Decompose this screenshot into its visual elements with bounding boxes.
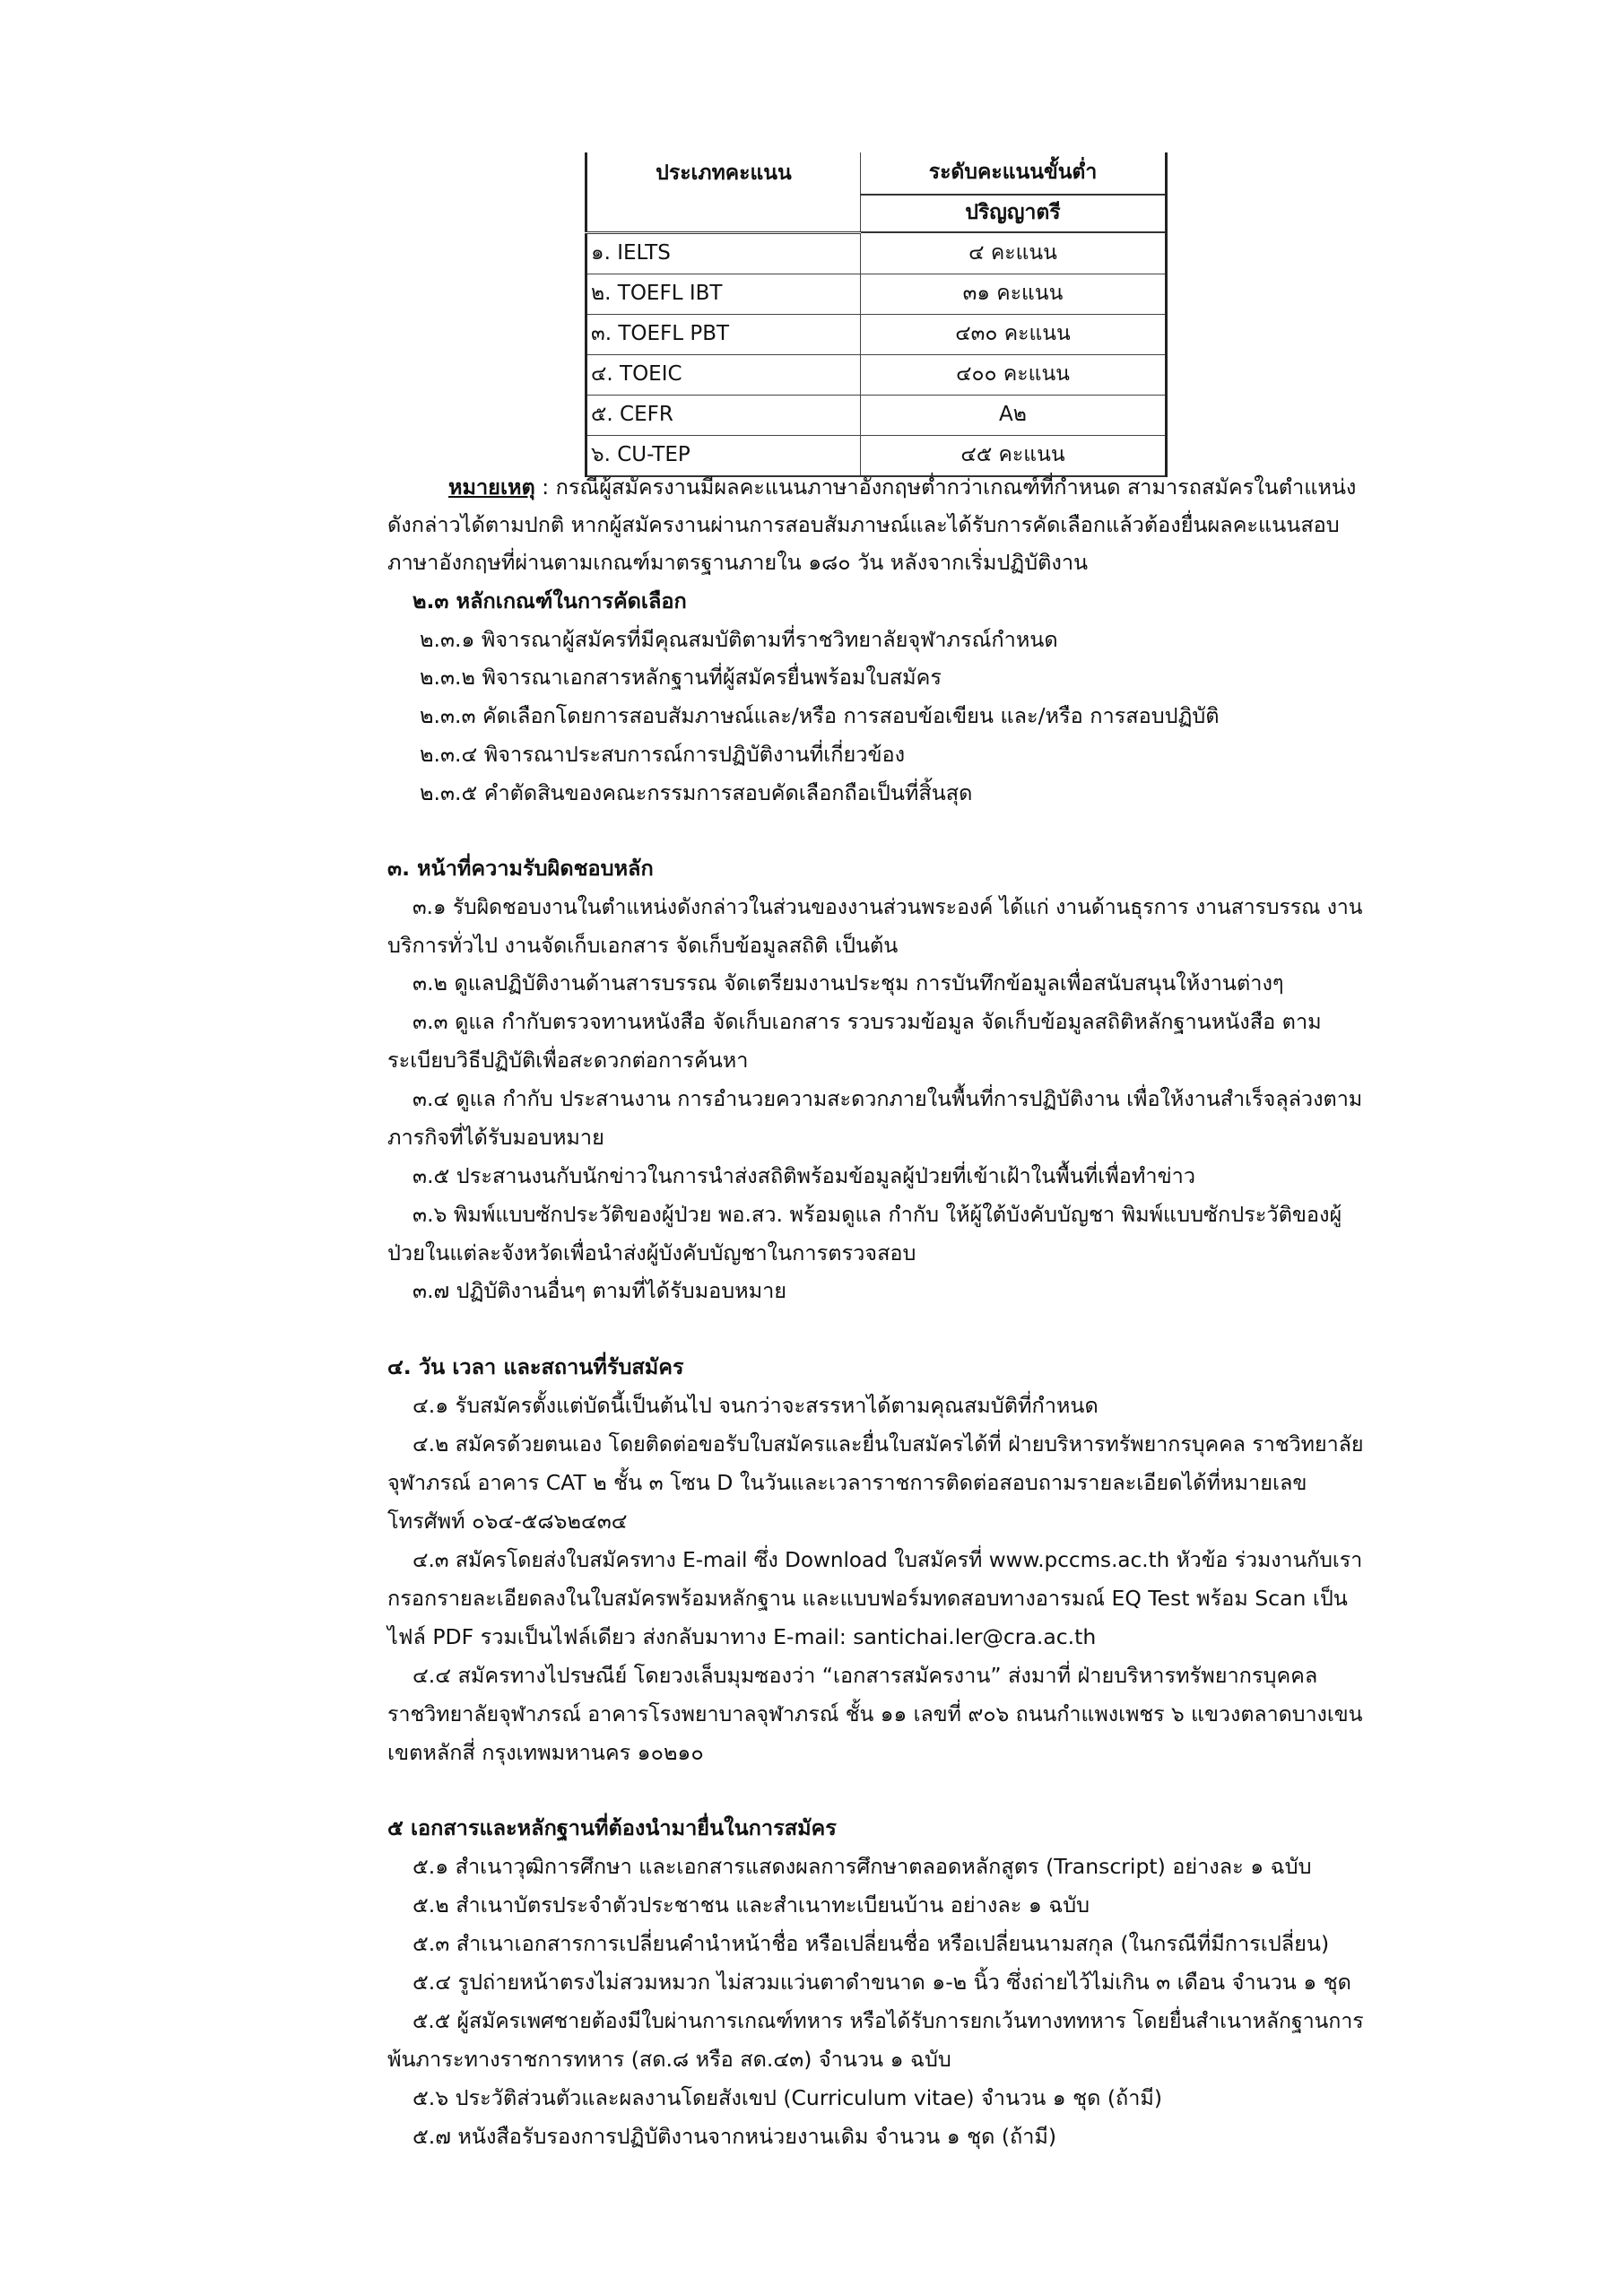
table-row: [586, 314, 1167, 354]
table-row: [586, 232, 1167, 274]
score-level-cell: A๒: [861, 395, 1167, 435]
body-line: พ้นภาระทางราชการทหาร (สด.๘ หรือ สด.๔๓) จำนวน ๑ ฉบับ: [387, 2047, 951, 2072]
section-heading: ๔. วัน เวลา และสถานที่รับสมัคร: [387, 1354, 684, 1379]
body-line: บริการทั่วไป งานจัดเก็บเอกสาร จัดเก็บข้อมูลสถิติ เป็นต้น: [387, 933, 899, 958]
body-line: ๕.๖ ประวัติส่วนตัวและผลงานโดยสังเขป (Curriculum vitae) จำนวน ๑ ชุด (ถ้ามี): [413, 2085, 1163, 2110]
body-line: ๓.๔ ดูแล กำกับ ประสานงาน การอำนวยความสะดวกภายในพื้นที่การปฏิบัติงาน เพื่อให้งานสำเร็จลุล่วงตาม: [413, 1086, 1363, 1111]
section-heading: ๕ เอกสารและหลักฐานที่ต้องนำมายื่นในการสมัคร: [387, 1815, 837, 1840]
body-line: ๓.๖ พิมพ์แบบซักประวัติของผู้ป่วย พอ.สว. พร้อมดูแล กำกับ ให้ผู้ใต้บังคับบัญชา พิมพ์แบบซักประวัติของผู้: [413, 1202, 1342, 1227]
body-line: ๓.๑ รับผิดชอบงานในตำแหน่งดังกล่าวในส่วนของงานส่วนพระองค์ ได้แก่ งานด้านธุรการ งานสารบรรณ งาน: [413, 894, 1363, 919]
note-label: หมายเหตุ: [448, 474, 535, 500]
note-line: [448, 474, 1356, 500]
table-row: [586, 435, 1167, 476]
body-line: จุฬาภรณ์ อาคาร CAT ๒ ชั้น ๓ โซน D ในวันและเวลาราชการติดต่อสอบถามรายละเอียดได้ที่หมายเลข: [387, 1470, 1307, 1495]
body-line: ภารกิจที่ได้รับมอบหมาย: [387, 1125, 604, 1150]
score-type-cell: ๕. CEFR: [586, 395, 861, 435]
body-line: โทรศัพท์ ๐๖๔-๕๘๖๒๔๓๔: [387, 1509, 628, 1534]
body-line: เขตหลักสี่ กรุงเทพมหานคร ๑๐๒๑๐: [387, 1740, 704, 1765]
body-line: กรอกรายละเอียดลงในใบสมัครพร้อมหลักฐาน และแบบฟอร์มทดสอบทางอารมณ์ EQ Test พร้อม Scan เป็น: [387, 1586, 1348, 1611]
body-line: ๕.๒ สำเนาบัตรประจำตัวประชาชน และสำเนาทะเบียนบ้าน อย่างละ ๑ ฉบับ: [413, 1892, 1090, 1918]
table-header-degree: ปริญญาตรี: [861, 195, 1167, 232]
list-item: ๒.๓.๒ พิจารณาเอกสารหลักฐานที่ผู้สมัครยื่นพร้อมใบสมัคร: [420, 665, 942, 690]
body-line: ๕.๑ สำเนาวุฒิการศึกษา และเอกสารแสดงผลการศึกษาตลอดหลักสูตร (Transcript) อย่างละ ๑ ฉบับ: [413, 1854, 1312, 1879]
score-level-cell: ๔๓๐ คะแนน: [861, 314, 1167, 354]
score-level-cell: ๔๐๐ คะแนน: [861, 354, 1167, 395]
score-level-cell: ๓๑ คะแนน: [861, 274, 1167, 314]
list-item: ๒.๓.๔ พิจารณาประสบการณ์การปฏิบัติงานที่เกี่ยวข้อง: [420, 742, 906, 767]
score-type-cell: ๓. TOEFL PBT: [586, 314, 861, 354]
note-line: ดังกล่าวได้ตามปกติ หากผู้สมัครงานผ่านการสอบสัมภาษณ์และได้รับการคัดเลือกแล้วต้องยื่นผลคะแนนสอบ: [387, 512, 1340, 537]
score-type-cell: ๒. TOEFL IBT: [586, 274, 861, 314]
body-line: ระเบียบวิธีปฏิบัติเพื่อสะดวกต่อการค้นหา: [387, 1048, 749, 1073]
score-level-cell: ๔ คะแนน: [861, 232, 1167, 274]
table-row: [586, 354, 1167, 395]
list-item: ๒.๓.๑ พิจารณาผู้สมัครที่มีคุณสมบัติตามที่ราชวิทยาลัยจุฬาภรณ์กำหนด: [420, 627, 1058, 652]
section-heading: ๓. หน้าที่ความรับผิดชอบหลัก: [387, 856, 654, 881]
score-level-cell: ๔๕ คะแนน: [861, 435, 1167, 476]
body-line: ๔.๒ สมัครด้วยตนเอง โดยติดต่อขอรับใบสมัครและยื่นใบสมัครได้ที่ ฝ่ายบริหารทรัพยากรบุคคล ราชวิทยาลัย: [413, 1431, 1364, 1457]
body-line: ๓.๕ ประสานงนกับนักข่าวในการนำส่งสถิติพร้อมข้อมูลผู้ป่วยที่เข้าเฝ้าในพื้นที่เพื่อทำข่าว: [413, 1163, 1196, 1188]
body-line: ๔.๓ สมัครโดยส่งใบสมัครทาง E-mail ซึ่ง Download ใบสมัครที่ www.pccms.ac.th หัวข้อ ร่วมงานกับเรา: [413, 1547, 1363, 1572]
body-line: ไฟล์ PDF รวมเป็นไฟล์เดียว ส่งกลับมาทาง E-mail: santichai.ler@cra.ac.th: [387, 1624, 1097, 1649]
score-type-cell: ๑. IELTS: [586, 232, 861, 274]
body-line: ๕.๔ รูปถ่ายหน้าตรงไม่สวมหมวก ไม่สวมแว่นตาดำขนาด ๑-๒ นิ้ว ซึ่งถ่ายไว้ไม่เกิน ๓ เดือน จำนวน ๑ ชุด: [413, 1970, 1351, 1995]
body-line: ๓.๗ ปฏิบัติงานอื่นๆ ตามที่ได้รับมอบหมาย: [413, 1278, 787, 1303]
section-heading: ๒.๓ หลักเกณฑ์ในการคัดเลือก: [413, 588, 687, 613]
table-header-score-type: ประเภทคะแนน: [586, 152, 861, 195]
body-line: ๕.๓ สำเนาเอกสารการเปลี่ยนคำนำหน้าชื่อ หรือเปลี่ยนชื่อ หรือเปลี่ยนนามสกุล (ในกรณีที่มีการเปลี่ยน): [413, 1931, 1330, 1956]
note-text: : กรณีผู้สมัครงานมีผลคะแนนภาษาอังกฤษต่ำกว่าเกณฑ์ที่กำหนด สามารถสมัครในตำแหน่ง: [534, 474, 1357, 500]
body-line: ป่วยในแต่ละจังหวัดเพื่อนำส่งผู้บังคับบัญชาในการตรวจสอบ: [387, 1240, 916, 1265]
body-line: ๕.๗ หนังสือรับรองการปฏิบัติงานจากหน่วยงานเดิม จำนวน ๑ ชุด (ถ้ามี): [413, 2124, 1057, 2149]
body-line: ๕.๕ ผู้สมัครเพศชายต้องมีใบผ่านการเกณฑ์ทหาร หรือได้รับการยกเว้นทางททหาร โดยยื่นสำเนาหลักฐานการ: [413, 2008, 1364, 2033]
body-line: ๔.๔ สมัครทางไปรษณีย์ โดยวงเล็บมุมซองว่า “เอกสารสมัครงาน” ส่งมาที่ ฝ่ายบริหารทรัพยากรบุคคล: [413, 1663, 1318, 1688]
table-row: [586, 395, 1167, 435]
table-header-min-level: ระดับคะแนนขั้นต่ำ: [861, 152, 1167, 195]
score-type-cell: ๖. CU-TEP: [586, 435, 861, 476]
table-header-blank: [586, 195, 861, 232]
english-score-table: [585, 152, 1168, 477]
list-item: ๒.๓.๓ คัดเลือกโดยการสอบสัมภาษณ์และ/หรือ การสอบข้อเขียน และ/หรือ การสอบปฏิบัติ: [420, 703, 1220, 728]
body-line: ๓.๓ ดูแล กำกับตรวจทานหนังสือ จัดเก็บเอกสาร รวบรวมข้อมูล จัดเก็บข้อมูลสถิติหลักฐานหนังสือ ตาม: [413, 1009, 1322, 1034]
note-line: ภาษาอังกฤษที่ผ่านตามเกณฑ์มาตรฐานภายใน ๑๘๐ วัน หลังจากเริ่มปฏิบัติงาน: [387, 550, 1089, 575]
body-line: ๓.๒ ดูแลปฏิบัติงานด้านสารบรรณ จัดเตรียมงานประชุม การบันทึกข้อมูลเพื่อสนับสนุนให้งานต่างๆ: [413, 970, 1284, 996]
score-type-cell: ๔. TOEIC: [586, 354, 861, 395]
list-item: ๒.๓.๕ คำตัดสินของคณะกรรมการสอบคัดเลือกถือเป็นที่สิ้นสุด: [420, 780, 973, 805]
table-row: [586, 274, 1167, 314]
body-line: ๔.๑ รับสมัครตั้งแต่บัดนี้เป็นต้นไป จนกว่าจะสรรหาได้ตามคุณสมบัติที่กำหนด: [413, 1393, 1099, 1418]
body-line: ราชวิทยาลัยจุฬาภรณ์ อาคารโรงพยาบาลจุฬาภรณ์ ชั้น ๑๑ เลขที่ ๙๐๖ ถนนกำแพงเพชร ๖ แขวงตลาดบางเขน: [387, 1701, 1363, 1726]
